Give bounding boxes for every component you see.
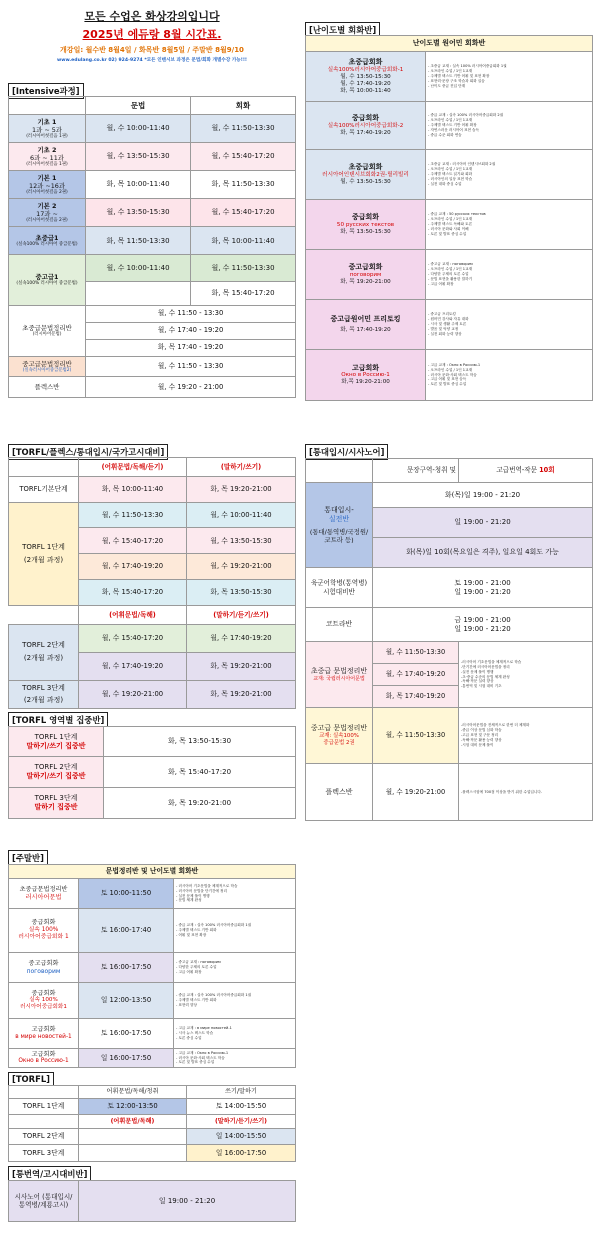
wtorfl-level2: TORFL 2단계 bbox=[9, 1129, 79, 1145]
page-header bbox=[6, 8, 298, 63]
course-upmid-grammar: 중고급문법정리반 (실속러시아어중급문법2) bbox=[9, 356, 86, 376]
table-cell: 월, 수 19:20 - 21:00 bbox=[86, 376, 296, 397]
table-cell: 화(목)일 10회(목요일은 격주), 일요일 4회도 가능 bbox=[373, 538, 593, 568]
table-cell: 월, 수 13:50-15:30 bbox=[86, 143, 191, 171]
wtorfl-corner2 bbox=[9, 1115, 79, 1129]
wtorfl-corner bbox=[9, 1086, 79, 1099]
table-cell bbox=[79, 1129, 187, 1145]
exam-kotra: 코트라반 bbox=[306, 608, 373, 642]
table-cell: 월, 수 19:20-21:00 bbox=[373, 764, 459, 821]
intensive-table bbox=[8, 96, 296, 398]
exam-section-title: [통대입시/시사노어] bbox=[305, 444, 388, 460]
course-basic2: 기초 2 6과 ~ 11과 (러시아어첫걸음 1권) bbox=[9, 143, 86, 171]
levelconv-desc: - 중급 교재 : 실속 100% 러시아어중급회화 2권 - 오프라인 수업 / 1인 1교재 - 주제별 텍스트 기반 어휘 확장 - 자연스러운 러시아어 표현 습득 - 중급 수준 회화 연습 bbox=[426, 102, 593, 150]
weekend-row: 고급회화 в мире новостей-1 bbox=[9, 1019, 79, 1049]
exam-flex-desc: -플렉스시험에 700점 이상을 받기 위한 수업입니다. bbox=[459, 764, 593, 821]
table-cell: 화(목)일 19:00 - 21:20 bbox=[373, 483, 593, 508]
table-cell: 월, 수 17:40-19:20 bbox=[79, 652, 187, 680]
exam-flex: 플렉스반 bbox=[306, 764, 373, 821]
table-cell: 화, 목 17:40 - 19:20 bbox=[86, 339, 296, 356]
table-cell: 월, 수 11:50 - 13:30 bbox=[86, 356, 296, 376]
header-line1: 모든 수업은 화상강의입니다 bbox=[84, 10, 220, 23]
torfl-corner bbox=[9, 458, 79, 477]
weekend-desc: - 중고급 교재 : поговорим - 다양한 주제의 토론 수업 - 고급 어휘 확장 bbox=[174, 953, 296, 983]
weekend-row: 초중급문법정리반 러시아어문법 bbox=[9, 879, 79, 909]
torfl-intensive-1: TORFL 1단계 말하기/쓰기 집중반 bbox=[9, 727, 104, 757]
weekend-desc: - 러시아어 기초문법을 체계적으로 학습 - 러시아어 문법을 단기간에 정리 - 실전 문제 풀이 병행 - 문법 체계 완성 bbox=[174, 879, 296, 909]
table-cell: 화, 목 19:20-21:00 bbox=[104, 788, 296, 819]
table-cell: 월, 수 17:40-19:20 bbox=[79, 554, 187, 580]
torfl-intensive-table bbox=[8, 726, 296, 819]
wtorfl-level1: TORFL 1단계 bbox=[9, 1099, 79, 1115]
table-cell: 화, 목 17:40-19:20 bbox=[373, 686, 459, 708]
table-cell: 토 16:00-17:50 bbox=[79, 953, 174, 983]
levelconv-row: 중급회화 50 русских текстов 화, 목 13:50-15:30 bbox=[306, 200, 426, 250]
torfl-basic: TORFL기본단계 bbox=[9, 476, 79, 502]
table-cell: 화, 목 10:00-11:40 bbox=[191, 227, 296, 255]
weekend-exam-section-title: [통번역/고시대비반] bbox=[8, 1166, 91, 1182]
weekend-table bbox=[8, 864, 296, 1068]
weekend-header: 문법정리반 및 난이도별 회화반 bbox=[9, 865, 296, 879]
table-cell: 화, 목 15:40-17:20 bbox=[79, 579, 187, 605]
table-cell: 토 14:00-15:50 bbox=[187, 1099, 296, 1115]
weekend-section-title: [주말반] bbox=[8, 850, 48, 866]
weekend-row: 고급회화 Окно в Россию-1 bbox=[9, 1049, 79, 1068]
torfl-table bbox=[8, 457, 296, 709]
table-cell: 화, 목 11:50-13:30 bbox=[86, 227, 191, 255]
course-lowmid1: 초중급1 (실속100% 러시아어 중급문법) bbox=[9, 227, 86, 255]
exam-grammar1-desc: -러시아어 기초문법을 체계적으로 학습 -단기간에 러시아어문법을 정리 -실전 문제 풀이 병행 -초·중급 수준의 문법 체계 완성 -독해·작문 실력 향상 -통번역 및 시험 대비 기초 bbox=[459, 642, 593, 708]
intensive-corner bbox=[9, 97, 86, 115]
table-cell: 화, 목 15:40-17:20 bbox=[104, 757, 296, 788]
table-cell: 월, 수 19:20-21:00 bbox=[187, 554, 296, 580]
table-cell: 일 19:00 - 21:20 bbox=[373, 508, 593, 538]
col-conversation: 회화 bbox=[191, 97, 296, 115]
table-cell: 화, 목 19:20-21:00 bbox=[187, 476, 296, 502]
levelconv-desc: - 중고급 프리토킹 - 원어민 강사와 자유 대화 - 시사 및 생활 주제 토론 - 발음 및 억양 교정 - 실전 회화 능력 향상 bbox=[426, 300, 593, 350]
levelconv-section-title: [난이도별 회화반] bbox=[305, 22, 380, 38]
weekend-desc: - 중급 교재 : 실속 100% 러시아어중급회화 1권 - 주제별 텍스트 기반 회화 - 표현력 향상 bbox=[174, 983, 296, 1019]
course-fund1: 기본 1 12과 ~16과 (러시아어첫걸음 2권) bbox=[9, 171, 86, 199]
course-flex: 플렉스반 bbox=[9, 376, 86, 397]
table-cell: 화, 목 11:50-13:30 bbox=[191, 171, 296, 199]
levelconv-row: 초중급회화 실속100%러시아어중급회화-1 월, 수 13:50-15:30 월, 수 17:40-19:20 화, 목 10:00-11:40 bbox=[306, 52, 426, 102]
levelconv-desc: - 초중급 교재 : 실속 100% 러시아어중급회화 1권 - 오프라인 수업 / 1인 1교재 - 주제별 텍스트 기반 어휘 및 표현 확장 - 표현력·문장 구조 학습과 회화 실습 - 난이도 중급 진입 단계 bbox=[426, 52, 593, 102]
exam-table bbox=[305, 458, 593, 821]
torfl-h4: (말하기/듣기/쓰기) bbox=[187, 605, 296, 624]
table-cell: 화, 목 19:20-21:00 bbox=[187, 680, 296, 708]
weekend-torfl-table bbox=[8, 1085, 296, 1162]
weekend-exam-table bbox=[8, 1180, 296, 1222]
table-cell: 월, 수 15:40-17:20 bbox=[79, 624, 187, 652]
weekend-row: 중급회화 실속 100% 러시아어중급회화1 bbox=[9, 983, 79, 1019]
table-cell: 월, 수 11:50-13:30 bbox=[191, 255, 296, 281]
course-fund2: 기본 2 17과 ~ (러시아어첫걸음 2권) bbox=[9, 199, 86, 227]
table-cell: 월, 수 11:50-13:30 bbox=[79, 502, 187, 528]
table-cell: 토 16:00-17:50 bbox=[79, 1019, 174, 1049]
levelconv-row: 중고급회화 поговорим 화, 목 19:20-21:00 bbox=[306, 250, 426, 300]
levelconv-desc: - 초중급 교재 : 러시아어 인텐시브회화 2권 - 오프라인 수업 / 1인 1교재 - 주제별 텍스트 읽기와 회화 - 러시아인의 일상 표현 학습 - 실전 대화 중심 수업 bbox=[426, 150, 593, 200]
table-cell: 월, 수 11:50 - 13:30 bbox=[86, 305, 296, 322]
levelconv-desc: - 중급 교재 : 50 русских текстов - 오프라인 수업 / 1인 1교재 - 주제별 텍스트 독해와 토론 - 러시아 문화와 사회 이해 - 토론 및 발표 중심 수업 bbox=[426, 200, 593, 250]
torfl-intensive-3: TORFL 3단계 말하기 집중반 bbox=[9, 788, 104, 819]
levelconv-desc: - 고급 교재 : Окно в Россию-1 - 오프라인 수업 / 1인 1교재 - 러시아 문화·사회 텍스트 학습 - 고급 어휘 및 표현 습득 - 토론 및 발표 중심 수업 bbox=[426, 350, 593, 401]
torfl-h2: (말하기/쓰기) bbox=[187, 458, 296, 477]
torfl-level1: TORFL 1단계 (2개월 과정) bbox=[9, 502, 79, 605]
exam-top1: 문장구역-청취 및 bbox=[373, 459, 459, 483]
exam-corner bbox=[306, 459, 373, 483]
weekend-desc: - 중급 교재 : 실속 100% 러시아어중급회화 1권 - 주제별 텍스트 기반 회화 - 어휘 및 표현 확장 bbox=[174, 909, 296, 953]
weekend-row: 중급회화 실속 100% 러시아어중급회화 1 bbox=[9, 909, 79, 953]
table-cell: 일 12:00-13:50 bbox=[79, 983, 174, 1019]
course-basic1: 기초 1 1과 ~ 5과 (러시아어첫걸음 1권) bbox=[9, 115, 86, 143]
table-cell: 월, 수 11:50-13:30 bbox=[373, 642, 459, 664]
torfl-level2: TORFL 2단계 (2개월 과정) bbox=[9, 624, 79, 680]
levelconv-desc: - 중고급 교재 : поговорим - 오프라인 수업 / 1인 1교재 - 다양한 주제의 토론 수업 - 문법 표현을 활용한 말하기 - 고급 어휘 확장 bbox=[426, 250, 593, 300]
intensive-section-title: [Intensive과정] bbox=[8, 83, 84, 99]
table-cell: 토 16:00-17:40 bbox=[79, 909, 174, 953]
table-cell: 일 14:00-15:50 bbox=[187, 1129, 296, 1145]
table-cell: 화, 목 13:50-15:30 bbox=[104, 727, 296, 757]
exam-grammar1: 초중급 문법정리반 교재: 국립러시아어문법 bbox=[306, 642, 373, 708]
table-cell: 월, 수 10:00-11:40 bbox=[86, 255, 191, 281]
table-cell: 화, 목 13:50-15:30 bbox=[187, 579, 296, 605]
header-line4: www.edulang.co.kr 02) 924-9274 *모든 인텐시브 과정은 문법/회화 개별수강 가능!!! bbox=[56, 58, 248, 63]
table-cell bbox=[79, 1145, 187, 1162]
table-cell: 월, 수 15:40-17:20 bbox=[79, 528, 187, 554]
wexam-name: 시사노어 (통대입시/통역병/계룡고시) bbox=[9, 1181, 79, 1222]
col-grammar: 문법 bbox=[86, 97, 191, 115]
table-cell bbox=[86, 281, 191, 305]
levelconv-row: 중고급원어민 프리토킹 화, 목 17:40-19:20 bbox=[306, 300, 426, 350]
table-cell: 화, 목 10:00-11:40 bbox=[86, 171, 191, 199]
exam-military: 육군어학병(통역병)시험대비반 bbox=[306, 568, 373, 608]
header-line2: 2025년 에듀랑 8월 시간표. bbox=[82, 28, 222, 41]
table-cell: 월, 수 13:50-15:30 bbox=[86, 199, 191, 227]
table-cell: 월, 수 11:50-13:30 bbox=[191, 115, 296, 143]
torfl-section-title: [TORFL/플렉스/통대입시/국가고시대비] bbox=[8, 444, 168, 460]
table-cell: 화, 목 10:00-11:40 bbox=[79, 476, 187, 502]
weekend-torfl-section-title: [TORFL] bbox=[8, 1072, 54, 1086]
exam-grammar2: 중고급 문법정리반 교재: 실속100% 중급문법 2권 bbox=[306, 708, 373, 764]
table-cell: 월, 수 10:00-11:40 bbox=[187, 502, 296, 528]
table-cell: 일 19:00 - 21:20 bbox=[79, 1181, 296, 1222]
levelconv-row: 중급회화 실속100%러시아어중급회화-2 화, 목 17:40-19:20 bbox=[306, 102, 426, 150]
torfl-intensive-2: TORFL 2단계 말하기/쓰기 집중반 bbox=[9, 757, 104, 788]
weekend-desc: - 고급 교재 : в мире новостей-1 - 시사 뉴스 텍스트 학습 - 토론 중심 수업 bbox=[174, 1019, 296, 1049]
wtorfl-h2: 쓰기/말하기 bbox=[187, 1086, 296, 1099]
levelconv-table bbox=[305, 35, 593, 401]
table-cell: 월, 수 15:40-17:20 bbox=[191, 199, 296, 227]
table-cell: 월, 수 19:20-21:00 bbox=[79, 680, 187, 708]
header-line3: 개강일: 월수반 8월4일 / 화목반 8월5일 / 주말반 8월9/10 bbox=[60, 46, 244, 54]
table-cell: 월, 수 17:40 - 19:20 bbox=[86, 322, 296, 339]
levelconv-row: 고급회화 Окно в Россию-1 화,목 19:20-21:00 bbox=[306, 350, 426, 401]
table-cell: 월, 수 17:40-19:20 bbox=[187, 624, 296, 652]
table-cell: 화, 목 15:40-17:20 bbox=[191, 281, 296, 305]
table-cell: 월, 수 10:00-11:40 bbox=[86, 115, 191, 143]
table-cell: 토 12:00-13:50 bbox=[79, 1099, 187, 1115]
table-cell: 월, 수 11:50-13:30 bbox=[373, 708, 459, 764]
torfl-h3: (어휘문법/독해) bbox=[79, 605, 187, 624]
weekend-row: 중고급회화 поговорим bbox=[9, 953, 79, 983]
table-cell: 월, 수 15:40-17:20 bbox=[191, 143, 296, 171]
table-cell: 월, 수 13:50-15:30 bbox=[187, 528, 296, 554]
torfl-intensive-section-title: [TORFL 영역별 집중반] bbox=[8, 712, 108, 728]
weekend-desc: - 고급 교재 : Окно в Россию-1 - 러시아 문화·사회 텍스트 학습 - 토론 및 발표 중심 수업 bbox=[174, 1049, 296, 1068]
wtorfl-h1: 어휘문법/독해/청취 bbox=[79, 1086, 187, 1099]
table-cell: 화, 목 19:20-21:00 bbox=[187, 652, 296, 680]
table-cell: 일 16:00-17:50 bbox=[79, 1049, 174, 1068]
levelconv-header: 난이도별 원어민 회화반 bbox=[306, 36, 593, 52]
table-cell: 토 19:00 - 21:00 일 19:00 - 21:20 bbox=[373, 568, 593, 608]
torfl-h1: (어휘문법/독해/듣기) bbox=[79, 458, 187, 477]
course-upmid1: 중고급1 (실속100% 러시아어 중급문법) bbox=[9, 255, 86, 305]
wtorfl-h4: (말하기/듣기/쓰기) bbox=[187, 1115, 296, 1129]
exam-grammar2-desc: -러시아어문법을 전체적으로 한번 더 체계화 -중급 이상 문법 심화 학습 -고급 표현 및 구문 정리 -독해·작문 활용 능력 향상 -시험 대비 문제 풀이 bbox=[459, 708, 593, 764]
exam-practical: 통대입시- 실전반 (통대/통역병/국정원/코트라 등) bbox=[306, 483, 373, 568]
wtorfl-h3: (어휘문법/독해) bbox=[79, 1115, 187, 1129]
wtorfl-level3: TORFL 3단계 bbox=[9, 1145, 79, 1162]
torfl-level3: TORFL 3단계 (2개월 과정) bbox=[9, 680, 79, 708]
table-cell: 금 19:00 - 21:00 일 19:00 - 21:20 bbox=[373, 608, 593, 642]
torfl-corner2 bbox=[9, 605, 79, 624]
exam-top2: 고급번역-작문 10회 bbox=[459, 459, 593, 483]
course-lowmid-grammar: 초중급문법정리반 (러시아어문법) bbox=[9, 305, 86, 356]
table-cell: 일 16:00-17:50 bbox=[187, 1145, 296, 1162]
levelconv-row: 초중급회화 러시아어인텐시브회화2권-릴리빌리 월, 수 13:50-15:30 bbox=[306, 150, 426, 200]
table-cell: 토 10:00-11:50 bbox=[79, 879, 174, 909]
table-cell: 월, 수 17:40-19:20 bbox=[373, 664, 459, 686]
